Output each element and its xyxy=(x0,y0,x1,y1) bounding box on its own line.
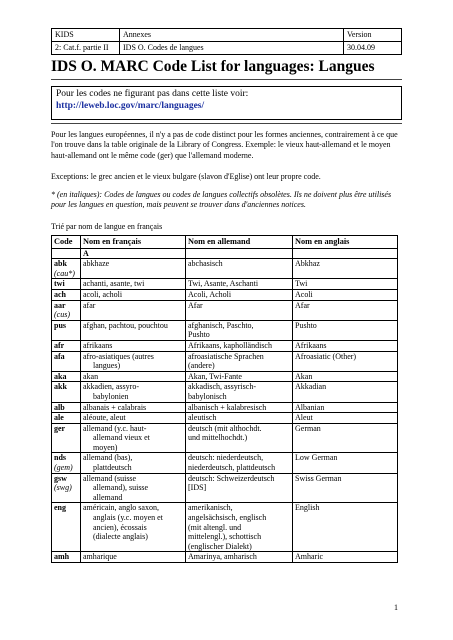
french-name xyxy=(81,453,186,473)
english-name xyxy=(293,503,398,552)
french-name-line: afrikaans xyxy=(83,340,113,350)
german-name-line: Afar xyxy=(188,300,203,310)
german-name-line: Acoli, Acholi xyxy=(188,289,232,299)
german-name xyxy=(186,300,293,320)
french-name xyxy=(81,413,186,424)
german-name-line: mittelengl.), schottisch xyxy=(188,532,262,542)
table-row xyxy=(52,473,398,503)
obsolete-code: (gem) xyxy=(54,463,73,473)
language-code xyxy=(52,503,81,552)
english-name-line: Akan xyxy=(295,371,313,381)
french-name-line: babylonien xyxy=(93,391,129,401)
french-name-line: anglais (y.c. moyen et xyxy=(93,513,163,523)
english-name xyxy=(293,402,398,413)
french-name-line: allemand (suisse xyxy=(83,473,137,483)
table-row xyxy=(52,552,398,563)
french-name-line: plattdeutsch xyxy=(93,463,132,473)
german-name-line: albanisch + kalabresisch xyxy=(188,402,267,412)
table-row xyxy=(52,300,398,320)
english-name-line: Afroasiatic (Other) xyxy=(295,351,357,361)
french-name-line: afghan, pachtou, pouchtou xyxy=(83,320,168,330)
language-code xyxy=(52,340,81,351)
language-code xyxy=(52,289,81,300)
french-name xyxy=(81,382,186,402)
table-row xyxy=(52,423,398,453)
header-cell: KIDS xyxy=(52,29,120,42)
french-name-line: allemand), suisse xyxy=(93,483,149,493)
obsolete-code: (cau*) xyxy=(54,268,75,278)
german-name-line: niederdeutsch, plattdeutsch xyxy=(188,463,276,473)
french-name-line: acoli, acholi xyxy=(83,289,123,299)
code-value: amh xyxy=(54,552,70,562)
code-value: gsw xyxy=(54,473,67,483)
german-name xyxy=(186,423,293,453)
german-name-line: babylonisch xyxy=(188,391,227,401)
table-row xyxy=(52,259,398,279)
german-name xyxy=(186,320,293,340)
table-header-row xyxy=(52,236,398,249)
language-code xyxy=(52,351,81,371)
german-name-line: aleutisch xyxy=(188,413,217,423)
german-name xyxy=(186,382,293,402)
section-letter: A xyxy=(81,248,186,259)
loc-languages-link[interactable]: http://leweb.loc.gov/marc/languages/ xyxy=(56,101,205,111)
notice-box xyxy=(51,86,402,120)
language-code xyxy=(52,413,81,424)
german-name xyxy=(186,402,293,413)
german-name-line: deutsch: niederdeutsch, xyxy=(188,453,264,463)
letter-row xyxy=(52,248,398,259)
french-name-line: albanais + calabrais xyxy=(83,402,147,412)
german-name xyxy=(186,503,293,552)
english-name xyxy=(293,423,398,453)
english-name xyxy=(293,351,398,371)
language-code xyxy=(52,552,81,563)
table-row xyxy=(52,340,398,351)
table-row xyxy=(52,289,398,300)
french-name xyxy=(81,279,186,290)
language-code xyxy=(52,453,81,473)
german-name xyxy=(186,453,293,473)
exceptions-paragraph: Exceptions: le grec ancien et le vieux bulgare (slavon d'Eglise) ont leur propre code. xyxy=(51,172,321,181)
french-name-line: akkadien, assyro- xyxy=(83,382,139,392)
language-code xyxy=(52,382,81,402)
header-cell: 2: Cat.f. partie II xyxy=(52,42,120,55)
german-name-line: deutsch: Schweizerdeutsch xyxy=(188,473,275,483)
german-name xyxy=(186,289,293,300)
german-name xyxy=(186,259,293,279)
french-name-line: langues) xyxy=(93,361,121,371)
french-name xyxy=(81,371,186,382)
german-name-line: Amarinya, amharisch xyxy=(188,552,257,562)
english-name-line: Albanian xyxy=(295,402,325,412)
column-header-code: Code xyxy=(52,236,81,249)
german-name-line: Twi, Asante, Aschanti xyxy=(188,279,259,289)
french-name xyxy=(81,300,186,320)
english-name xyxy=(293,413,398,424)
english-name xyxy=(293,259,398,279)
french-name-line: aléoute, aleut xyxy=(83,413,126,423)
german-name-line: deutsch (mit althochdt. xyxy=(188,423,262,433)
column-header-english: Nom en anglais xyxy=(293,236,398,249)
letter-cell-empty xyxy=(186,248,293,259)
french-name-line: (dialecte anglais) xyxy=(93,532,148,542)
header-row xyxy=(52,42,402,55)
code-value: afr xyxy=(54,340,65,350)
code-value: abk xyxy=(54,259,67,269)
language-code xyxy=(52,320,81,340)
german-name xyxy=(186,279,293,290)
german-name-line: afghanisch, Paschto, xyxy=(188,320,254,330)
header-cell: IDS O. Codes de langues xyxy=(120,42,344,55)
code-value: aar xyxy=(54,300,66,310)
letter-cell-empty xyxy=(293,248,398,259)
german-name-line: Afrikaans, kapholländisch xyxy=(188,340,272,350)
header-cell: Annexes xyxy=(120,29,344,42)
french-name-line: allemand vieux et xyxy=(93,433,150,443)
language-code xyxy=(52,473,81,503)
french-name-line: afro-asiatiques (autres xyxy=(83,351,154,361)
german-name-line: Akan, Twi-Fante xyxy=(188,371,242,381)
page-number: 1 xyxy=(394,603,398,612)
code-value: twi xyxy=(54,279,65,289)
language-code xyxy=(52,402,81,413)
header-cell: Version xyxy=(344,29,402,42)
english-name xyxy=(293,453,398,473)
code-value: aka xyxy=(54,371,67,381)
german-name-line: (englischer Dialekt) xyxy=(188,541,252,551)
column-header-french: Nom en français xyxy=(81,236,186,249)
table-row xyxy=(52,413,398,424)
french-name xyxy=(81,351,186,371)
german-name xyxy=(186,413,293,424)
code-value: nds xyxy=(54,453,67,463)
french-name xyxy=(81,340,186,351)
language-code xyxy=(52,300,81,320)
table-row xyxy=(52,279,398,290)
page-title: IDS O. MARC Code List for languages: Langues xyxy=(51,58,375,75)
german-name-line: akkadisch, assyrisch- xyxy=(188,382,256,392)
code-value: ach xyxy=(54,289,66,299)
english-name-line: English xyxy=(295,503,320,513)
code-value: alb xyxy=(54,402,65,412)
english-name-line: Twi xyxy=(295,279,308,289)
german-name xyxy=(186,371,293,382)
obsolete-code: (swg) xyxy=(54,483,72,493)
english-name xyxy=(293,371,398,382)
french-name xyxy=(81,423,186,453)
obsolete-code: (cus) xyxy=(54,310,70,320)
column-header-german: Nom en allemand xyxy=(186,236,293,249)
notice-text: Pour les codes ne figurant pas dans cette liste voir: xyxy=(56,89,249,99)
english-name-line: Pushto xyxy=(295,320,317,330)
english-name xyxy=(293,382,398,402)
english-name-line: Aleut xyxy=(295,413,313,423)
german-name-line: (andere) xyxy=(188,361,215,371)
header-cell: 30.04.09 xyxy=(344,42,402,55)
german-name-line: abchasisch xyxy=(188,259,223,269)
table-row xyxy=(52,351,398,371)
code-value: ale xyxy=(54,413,64,423)
english-name xyxy=(293,340,398,351)
english-name-line: Abkhaz xyxy=(295,259,320,269)
code-value: afa xyxy=(54,351,65,361)
intro-paragraph: Pour les langues européennes, il n'y a pas de code distinct pour les formes anciennes, contrairement à ce que l'on trouve dans la table originale de la Library of Congress. Exemple: le vieux haut-allemand et le moyen haut-allemand ont le même code (ger) que l'allemand moderne. xyxy=(51,130,398,160)
english-name xyxy=(293,320,398,340)
french-name xyxy=(81,320,186,340)
french-name-line: moyen) xyxy=(93,442,118,452)
english-name xyxy=(293,279,398,290)
english-name xyxy=(293,289,398,300)
english-name-line: Amharic xyxy=(295,552,323,562)
letter-cell-empty xyxy=(52,248,81,259)
table-row xyxy=(52,453,398,473)
code-value: eng xyxy=(54,503,66,513)
table-row xyxy=(52,320,398,340)
english-name-line: Swiss German xyxy=(295,473,342,483)
german-name xyxy=(186,340,293,351)
french-name xyxy=(81,289,186,300)
language-code xyxy=(52,423,81,453)
english-name-line: Akkadian xyxy=(295,382,327,392)
german-name-line: amerikanisch, xyxy=(188,503,233,513)
german-name-line: afroasiatische Sprachen xyxy=(188,351,264,361)
french-name-line: abkhaze xyxy=(83,259,110,269)
german-name xyxy=(186,473,293,503)
english-name xyxy=(293,473,398,503)
sort-note: Trié par nom de langue en français xyxy=(51,222,163,231)
german-name xyxy=(186,552,293,563)
table-row xyxy=(52,402,398,413)
german-name-line: [IDS] xyxy=(188,483,207,493)
code-value: ger xyxy=(54,423,66,433)
english-name xyxy=(293,300,398,320)
english-name-line: Acoli xyxy=(295,289,313,299)
french-name xyxy=(81,473,186,503)
code-value: pus xyxy=(54,320,67,330)
french-name-line: allemand xyxy=(93,492,123,502)
language-code xyxy=(52,371,81,382)
french-name-line: allemand (y.c. haut- xyxy=(83,423,147,433)
header-row xyxy=(52,29,402,42)
document-header xyxy=(51,28,402,55)
language-code xyxy=(52,259,81,279)
french-name-line: afar xyxy=(83,300,96,310)
language-code-table xyxy=(51,235,398,563)
french-name xyxy=(81,259,186,279)
english-name-line: German xyxy=(295,423,321,433)
german-name-line: Pushto xyxy=(188,330,210,340)
french-name-line: amharique xyxy=(83,552,117,562)
german-name xyxy=(186,351,293,371)
german-name-line: und mittelhochdt.) xyxy=(188,433,248,443)
french-name-line: ancien), écossais xyxy=(93,522,147,532)
french-name xyxy=(81,552,186,563)
german-name-line: angelsächsisch, englisch xyxy=(188,513,267,523)
german-name-line: (mit altengl. und xyxy=(188,522,242,532)
table-row xyxy=(52,382,398,402)
code-value: akk xyxy=(54,382,67,392)
french-name xyxy=(81,503,186,552)
french-name-line: américain, anglo saxon, xyxy=(83,503,159,513)
french-name-line: allemand (bas), xyxy=(83,453,133,463)
english-name-line: Afar xyxy=(295,300,310,310)
table-row xyxy=(52,503,398,552)
section-divider xyxy=(51,123,402,124)
english-name-line: Afrikaans xyxy=(295,340,327,350)
language-code xyxy=(52,279,81,290)
title-divider xyxy=(51,79,402,80)
obsolete-codes-note: * (en italiques): Codes de langues ou codes de langues collectifs obsolètes. Ils ne doivent plus être utilisés pour les langues en question, mais peuvent se trouver dans d'anciennes notices. xyxy=(51,190,392,210)
table-row xyxy=(52,371,398,382)
french-name-line: achanti, asante, twi xyxy=(83,279,145,289)
english-name xyxy=(293,552,398,563)
french-name-line: akan xyxy=(83,371,99,381)
french-name xyxy=(81,402,186,413)
english-name-line: Low German xyxy=(295,453,338,463)
